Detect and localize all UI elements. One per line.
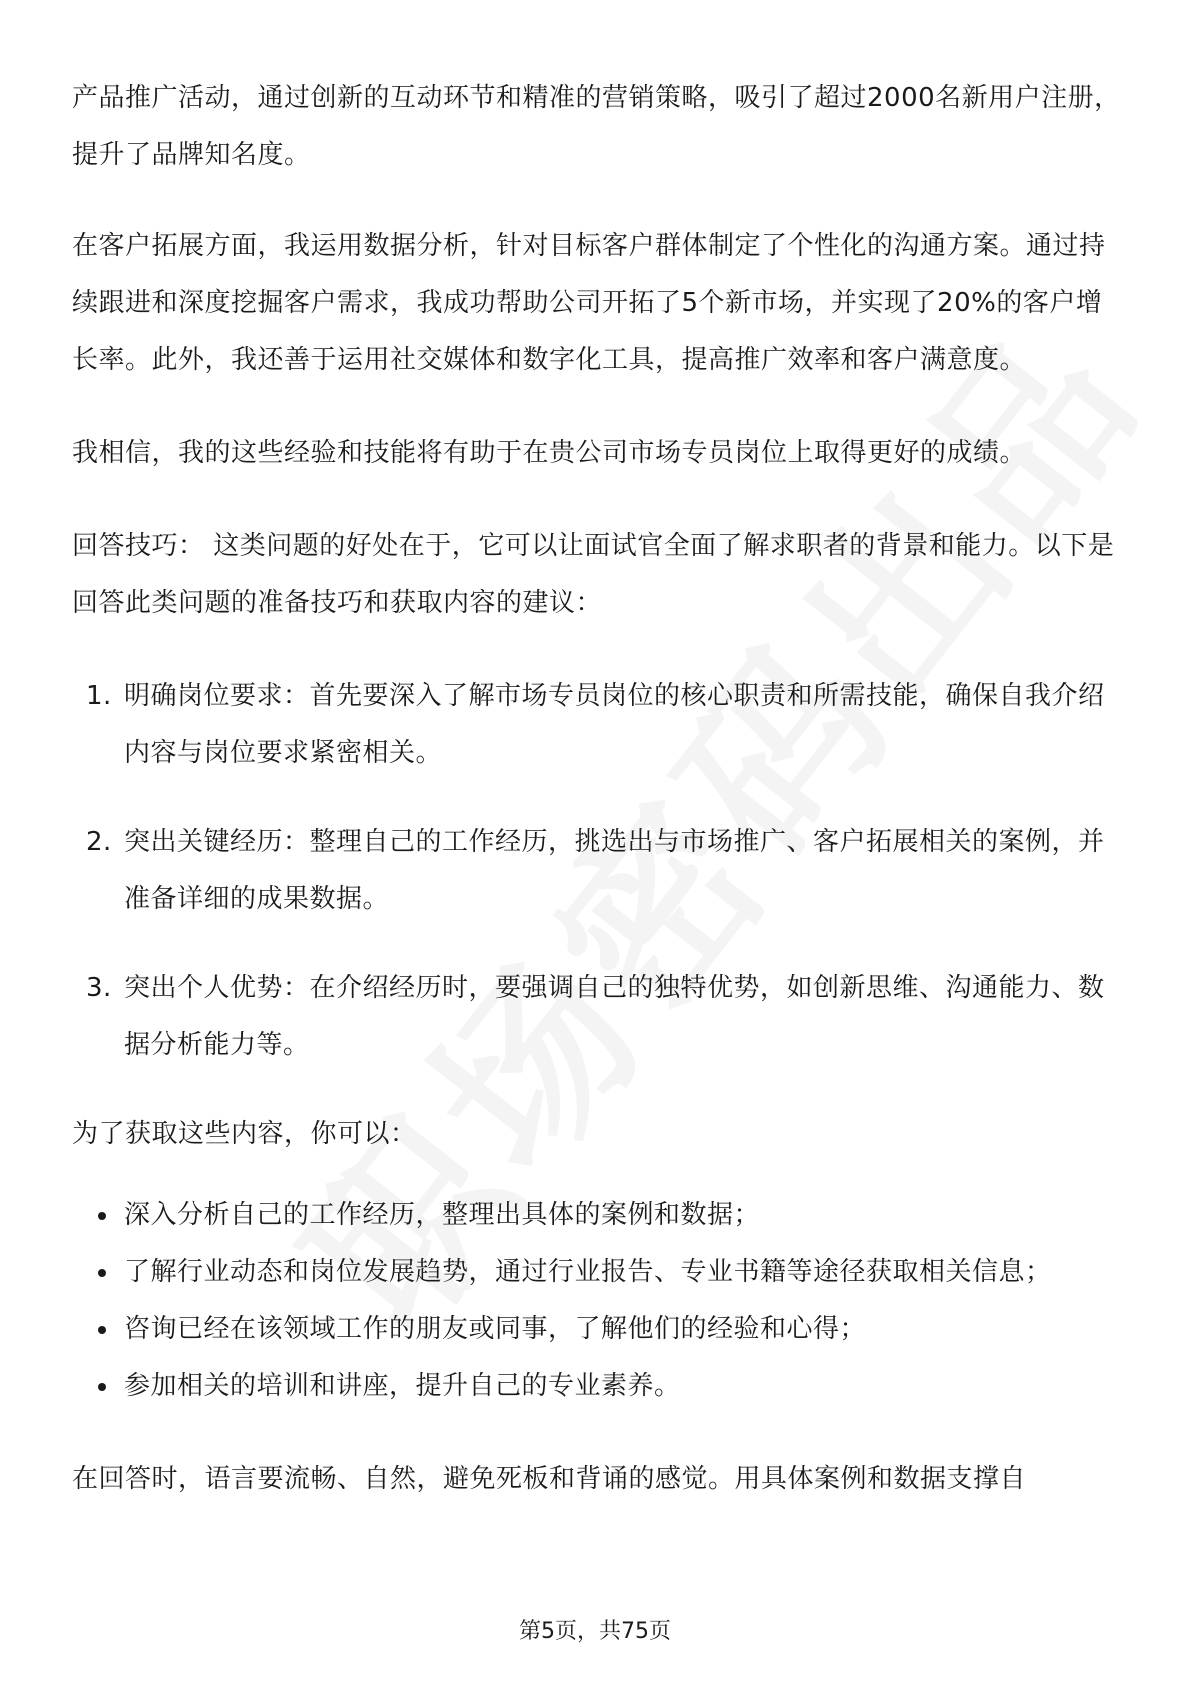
bullet-text: 了解行业动态和岗位发展趋势，通过行业报告、专业书籍等途径获取相关信息； — [124, 1257, 1052, 1287]
list-number: 1. — [86, 681, 112, 711]
paragraph: 我相信，我的这些经验和技能将有助于在贵公司市场专员岗位上取得更好的成绩。 — [72, 438, 1027, 468]
closing-paragraph: 在回答时，语言要流畅、自然，避免死板和背诵的感觉。用具体案例和数据支撑自 — [72, 1464, 1027, 1494]
bullet-text: 深入分析自己的工作经历，整理出具体的案例和数据； — [124, 1200, 761, 1230]
paragraph: 在客户拓展方面，我运用数据分析，针对目标客户群体制定了个性化的沟通方案。通过持续跟进和深度挖掘客户需求，我成功帮助公司开拓了5个新市场，并实现了20%的客户增长率。此外，我还善于运用社交媒体和数字化工具，提高推广效率和客户满意度。 — [72, 231, 1106, 375]
bullet-icon — [98, 1383, 106, 1391]
bullet-item — [72, 1187, 1122, 1244]
numbered-list — [72, 668, 1122, 1074]
list-item — [72, 668, 1122, 782]
page-footer: 第5页，共75页 — [519, 1619, 671, 1644]
paragraph: 产品推广活动，通过创新的互动环节和精准的营销策略，吸引了超过2000名新用户注册，提升了品牌知名度。 — [72, 83, 1121, 170]
list-item — [72, 814, 1122, 928]
bullet-icon — [98, 1269, 106, 1277]
bullet-list — [72, 1187, 1122, 1415]
bullet-icon — [98, 1212, 106, 1220]
bullet-text: 参加相关的培训和讲座，提升自己的专业素养。 — [124, 1371, 681, 1401]
list-item — [72, 960, 1122, 1074]
list-item-text: 突出个人优势：在介绍经历时，要强调自己的独特优势，如创新思维、沟通能力、数据分析能力等。 — [124, 973, 1105, 1060]
document-body — [72, 70, 1122, 1544]
paragraph-tips: 回答技巧： 这类问题的好处在于，它可以让面试官全面了解求职者的背景和能力。以下是回答此类问题的准备技巧和获取内容的建议： — [72, 531, 1115, 618]
list-number: 2. — [86, 827, 112, 857]
bullet-item — [72, 1244, 1122, 1301]
bullet-text: 咨询已经在该领域工作的朋友或同事，了解他们的经验和心得； — [124, 1314, 867, 1344]
list-item-text: 明确岗位要求：首先要深入了解市场专员岗位的核心职责和所需技能，确保自我介绍内容与岗位要求紧密相关。 — [124, 681, 1105, 768]
bullet-icon — [98, 1326, 106, 1334]
list-number: 3. — [86, 973, 112, 1003]
list-item-text: 突出关键经历：整理自己的工作经历，挑选出与市场推广、客户拓展相关的案例，并准备详细的成果数据。 — [124, 827, 1105, 914]
bullet-intro: 为了获取这些内容，你可以： — [72, 1119, 417, 1149]
bullet-item — [72, 1301, 1122, 1358]
bullet-item — [72, 1358, 1122, 1415]
